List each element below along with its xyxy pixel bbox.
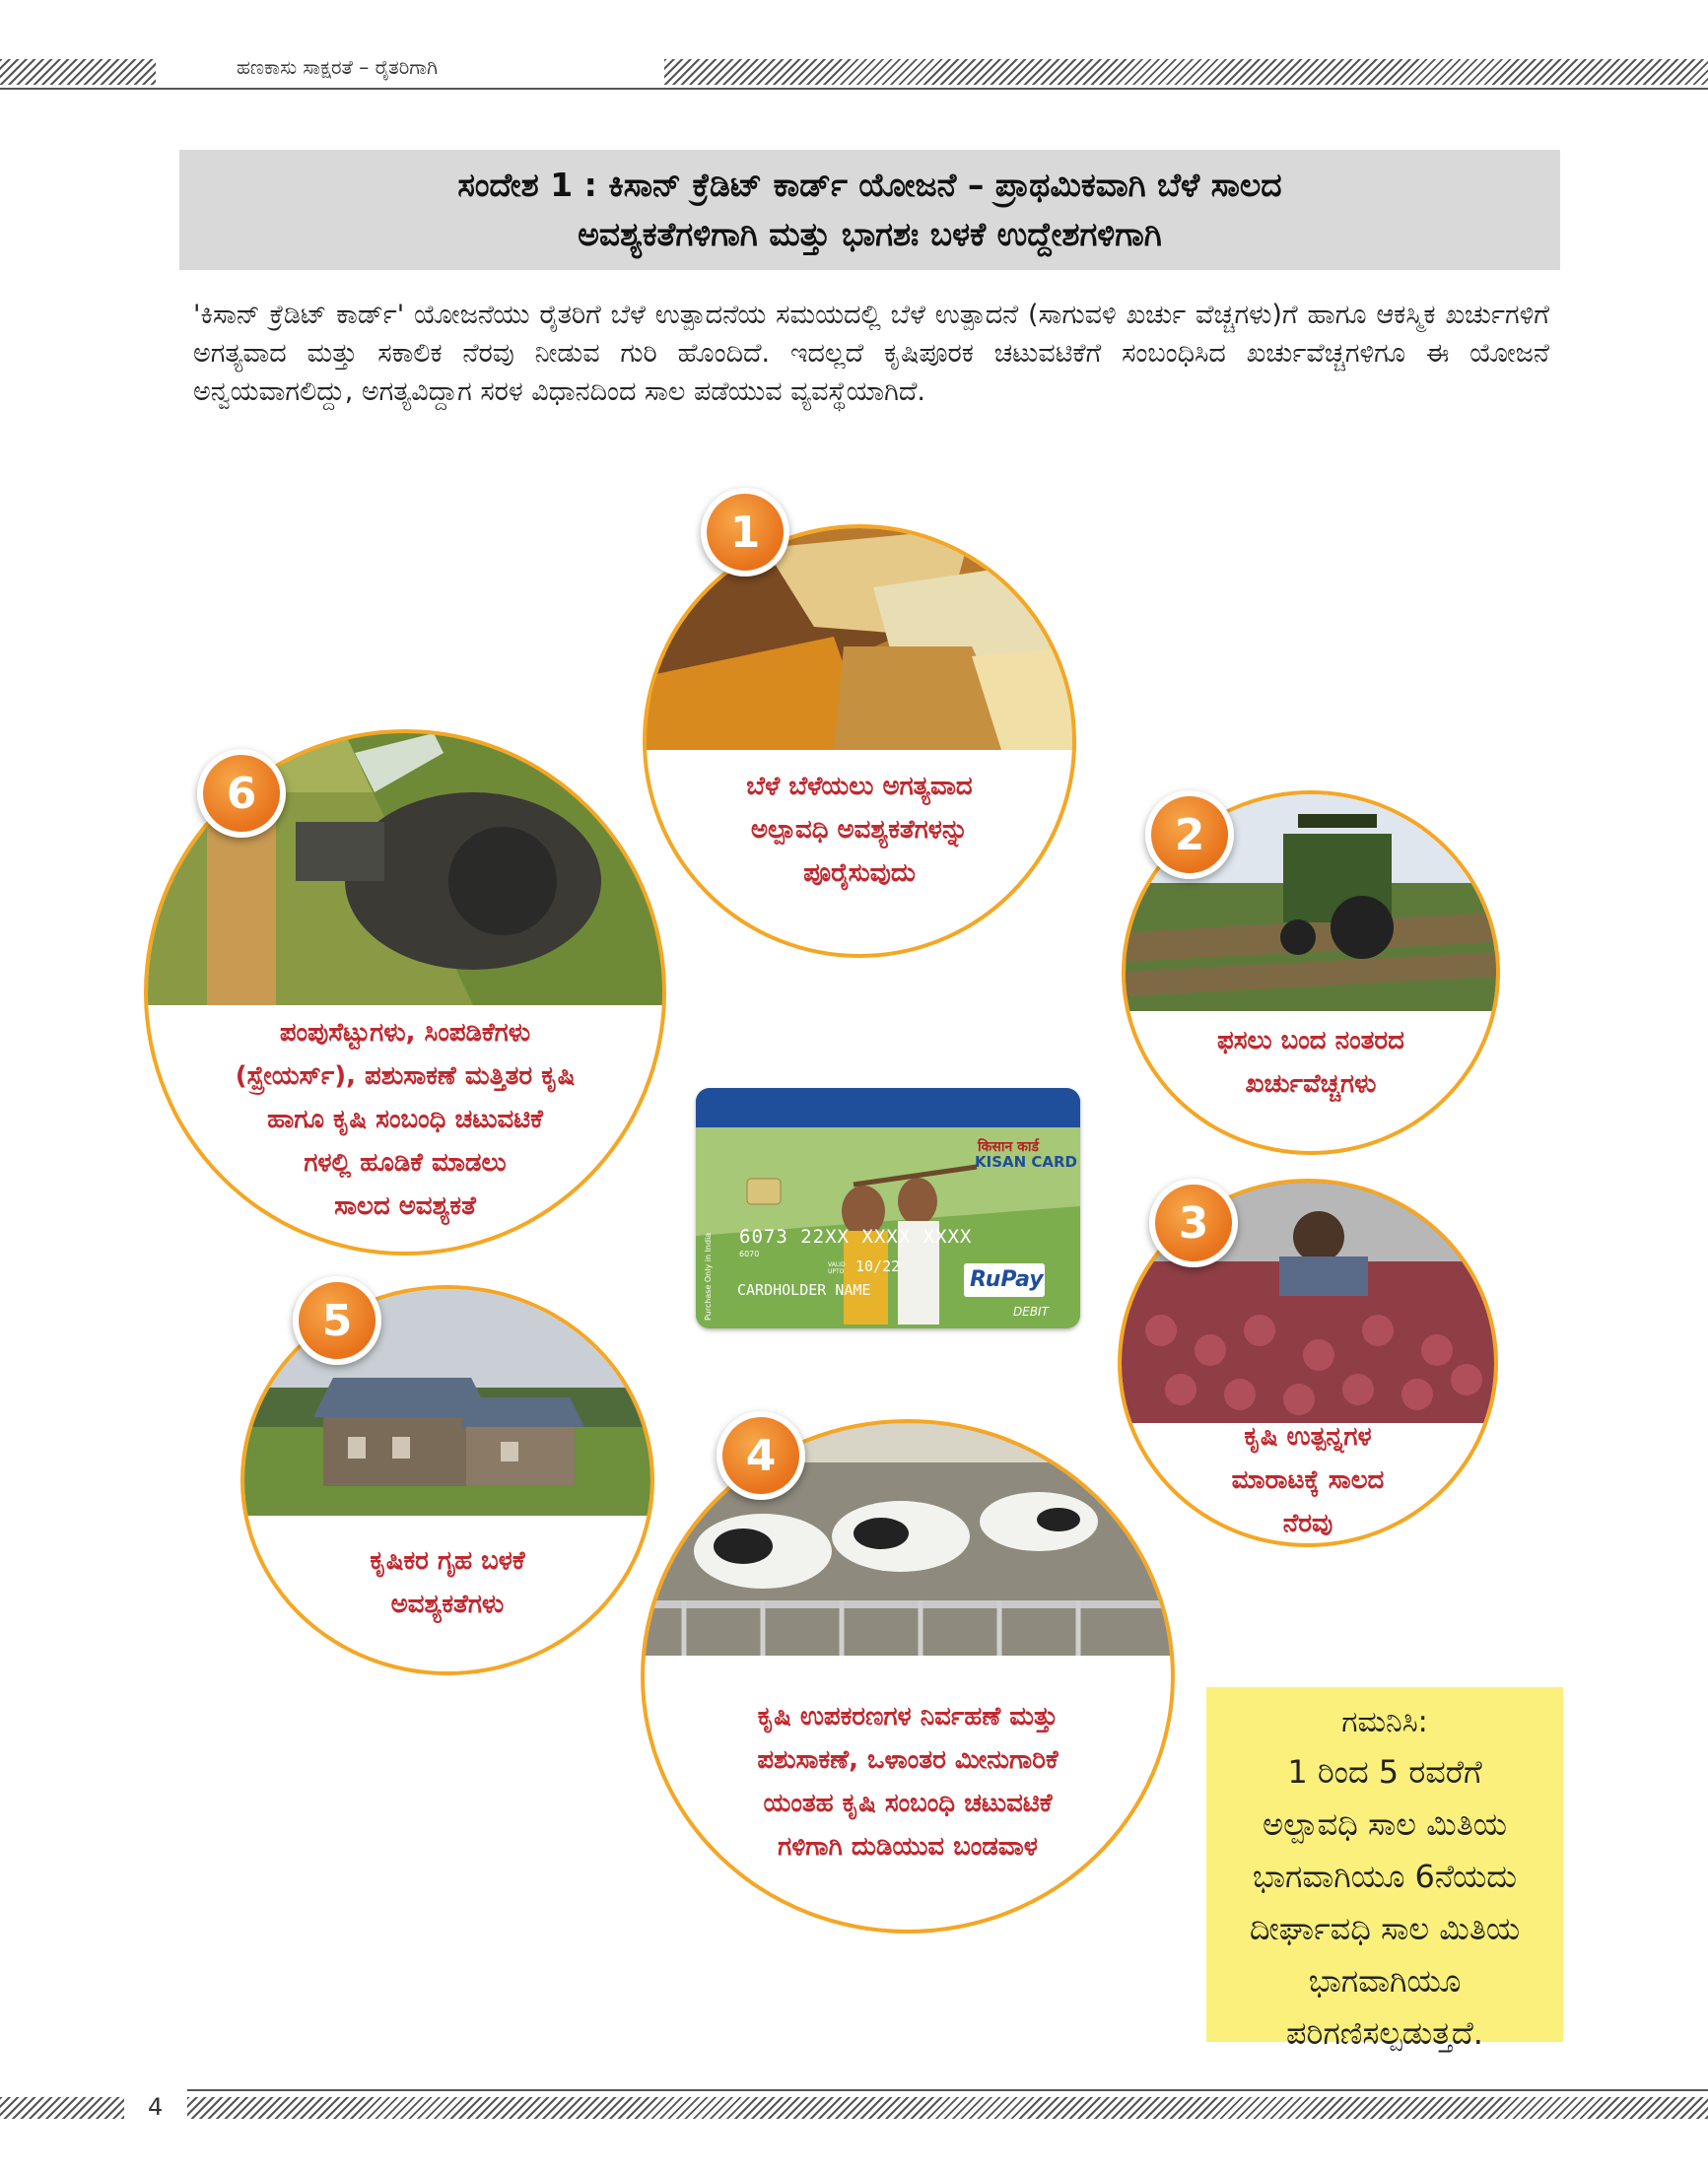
page-number: 4 bbox=[148, 2093, 164, 2121]
caption-line: ಪಂಪುಸೆಟ್ಟುಗಳು, ಸಿಂಪಡಿಕೆಗಳು bbox=[279, 1018, 531, 1048]
caption-line: ಕೃಷಿಕರ ಗೃಹ ಬಳಕೆ bbox=[370, 1546, 525, 1576]
note-line: ಪರಿಗಣಿಸಲ್ಪಡುತ್ತದೆ. bbox=[1286, 2014, 1483, 2052]
caption-line: ಗಳಲ್ಲಿ ಹೂಡಿಕೆ ಮಾಡಲು bbox=[304, 1148, 507, 1178]
card-name: KISAN CARD bbox=[975, 1153, 1078, 1171]
card-expiry: 10/22 bbox=[855, 1257, 901, 1275]
title-box bbox=[179, 150, 1560, 270]
item-circle-4 bbox=[641, 1419, 1175, 1934]
caption-line: ಗಳಿಗಾಗಿ ದುಡಿಯುವ ಬಂಡವಾಳ bbox=[778, 1832, 1038, 1862]
number-badge-2: 2 bbox=[1145, 790, 1234, 879]
card-valid-label: VALID UPTO bbox=[828, 1261, 846, 1275]
running-title: ಹಣಕಾಸು ಸಾಕ್ಷರತೆ – ರೈತರಿಗಾಗಿ bbox=[237, 55, 439, 79]
header-hatch-right bbox=[664, 59, 1708, 85]
note-line: ಭಾಗವಾಗಿಯೂ bbox=[1308, 1962, 1462, 2000]
note-line: ದೀರ್ಘಾವಧಿ ಸಾಲ ಮಿತಿಯ bbox=[1249, 1910, 1521, 1947]
caption-line: ಖರ್ಚುವೆಚ್ಚಗಳು bbox=[1245, 1069, 1377, 1099]
caption-line: ನೆರವು bbox=[1282, 1509, 1333, 1538]
number-badge-1: 1 bbox=[701, 488, 789, 577]
number-badge-3: 3 bbox=[1149, 1179, 1238, 1267]
item-caption-1 bbox=[647, 765, 1072, 895]
header-hatch-left bbox=[0, 59, 156, 85]
number-badge-6: 6 bbox=[197, 749, 286, 838]
title-line-1: ಸಂದೇಶ 1 : ಕಿಸಾನ್ ಕ್ರೆಡಿಟ್ ಕಾರ್ಡ್ ಯೋಜನೆ – ಪ್ರಾಥಮಿಕವಾಗಿ ಬೆಳೆ ಸಾಲದ bbox=[457, 166, 1282, 204]
note-box bbox=[1206, 1687, 1563, 2052]
kisan-card-image bbox=[696, 1088, 1080, 1328]
caption-line: ಫಸಲು ಬಂದ ನಂತರದ bbox=[1217, 1026, 1404, 1055]
card-hindi-name: किसान कार्ड bbox=[978, 1139, 1039, 1155]
item-circle-1 bbox=[643, 524, 1076, 958]
caption-line: ಯಂತಹ ಕೃಷಿ ಸಂಬಂಧಿ ಚಟುವಟಿಕೆ bbox=[763, 1789, 1053, 1818]
caption-line: ಅಲ್ಪಾವಧಿ ಅವಶ್ಯಕತೆಗಳನ್ನು bbox=[750, 815, 969, 845]
number-badge-4: 4 bbox=[717, 1411, 805, 1500]
caption-line: ಕೃಷಿ ಉತ್ಪನ್ನಗಳ bbox=[1244, 1422, 1372, 1452]
rupay-brand: RuPay bbox=[970, 1267, 1044, 1292]
title-line-2: ಅವಶ್ಯಕತೆಗಳಿಗಾಗಿ ಮತ್ತು ಭಾಗಶಃ ಬಳಕೆ ಉದ್ದೇಶಗಳಿಗಾಗಿ bbox=[578, 215, 1162, 253]
header-rule bbox=[0, 88, 1708, 90]
note-line: 1 ರಿಂದ 5 ರವರೆಗೆ bbox=[1287, 1753, 1482, 1791]
item-caption-2 bbox=[1126, 1019, 1496, 1106]
intro-paragraph: 'ಕಿಸಾನ್ ಕ್ರೆಡಿಟ್ ಕಾರ್ಡ್' ಯೋಜನೆಯು ರೈತರಿಗೆ ಬೆಳೆ ಉತ್ಪಾದನೆಯ ಸಮಯದಲ್ಲಿ ಬೆಳೆ ಉತ್ಪಾದನೆ (ಸಾಗುವಳಿ ಖರ್ಚು ವೆಚ್ಚಗಳು)ಗೆ ಹಾಗೂ ಆಕಸ್ಮಿಕ ಖರ್ಚುಗಳಿಗೆ ಅಗತ್ಯವಾದ ಮತ್ತು ಸಕಾಲಿಕ ನೆರವು ನೀಡುವ ಗುರಿ ಹೊಂದಿದೆ. ಇದಲ್ಲದೆ ಕೃಷಿಪೂರಕ ಚಟುವಟಿಕೆಗೆ ಸಂಬಂಧಿಸಿದ ಖರ್ಚುವೆಚ್ಚಗಳಿಗೂ ಈ ಯೋಜನೆ ಅನ್ವಯವಾಗಲಿದ್ದು, ಅಗತ್ಯವಿದ್ದಾಗ ಸರಳ ವಿಧಾನದಿಂದ ಸಾಲ ಪಡೆಯುವ ವ್ಯವಸ್ಥೆಯಾಗಿದೆ. bbox=[193, 300, 1549, 407]
card-holder: CARDHOLDER NAME bbox=[737, 1281, 871, 1299]
card-side-text: Purchase Only in India bbox=[704, 1232, 713, 1321]
footer-hatch-left bbox=[0, 2097, 124, 2119]
number-badge-5: 5 bbox=[293, 1276, 381, 1365]
caption-line: ಹಾಗೂ ಕೃಷಿ ಸಂಬಂಧಿ ಚಟುವಟಿಕೆ bbox=[267, 1105, 543, 1134]
grains-photo bbox=[647, 528, 1072, 750]
caption-line: ಬೆಳೆ ಬೆಳೆಯಲು ಅಗತ್ಯವಾದ bbox=[746, 772, 973, 801]
note-line: ಭಾಗವಾಗಿಯೂ 6ನೆಯದು bbox=[1252, 1858, 1518, 1895]
card-bin: 6070 bbox=[739, 1250, 760, 1258]
caption-line: ಕೃಷಿ ಉಪಕರಣಗಳ ನಿರ್ವಹಣೆ ಮತ್ತು bbox=[757, 1702, 1059, 1732]
caption-line: ಪೂರೈಸುವುದು bbox=[803, 858, 916, 888]
note-title: ಗಮನಿಸಿ: bbox=[1341, 1705, 1428, 1739]
footer-rule bbox=[187, 2089, 1708, 2091]
item-caption-4 bbox=[645, 1695, 1171, 1868]
card-type: DEBIT bbox=[1013, 1305, 1049, 1319]
footer-hatch-right bbox=[187, 2097, 1708, 2119]
caption-line: ಸಾಲದ ಅವಶ್ಯಕತೆ bbox=[334, 1191, 476, 1221]
caption-line: ಅವಶ್ಯಕತೆಗಳು bbox=[390, 1590, 505, 1619]
note-line: ಅಲ್ಪಾವಧಿ ಸಾಲ ಮಿತಿಯ bbox=[1263, 1805, 1507, 1843]
caption-line: ಪಶುಸಾಕಣೆ, ಒಳಾಂತರ ಮೀನುಗಾರಿಕೆ bbox=[757, 1745, 1059, 1775]
item-caption-5 bbox=[244, 1539, 650, 1626]
item-caption-3 bbox=[1122, 1415, 1494, 1545]
item-caption-6 bbox=[148, 1011, 662, 1228]
caption-line: (ಸ್ಪ್ರೇಯರ್ಸ್), ಪಶುಸಾಕಣೆ ಮತ್ತಿತರ ಕೃಷಿ bbox=[235, 1061, 576, 1091]
caption-line: ಮಾರಾಟಕ್ಕೆ ಸಾಲದ bbox=[1231, 1465, 1385, 1495]
card-number: 6073 22XX XXXX XXXX bbox=[739, 1226, 973, 1248]
